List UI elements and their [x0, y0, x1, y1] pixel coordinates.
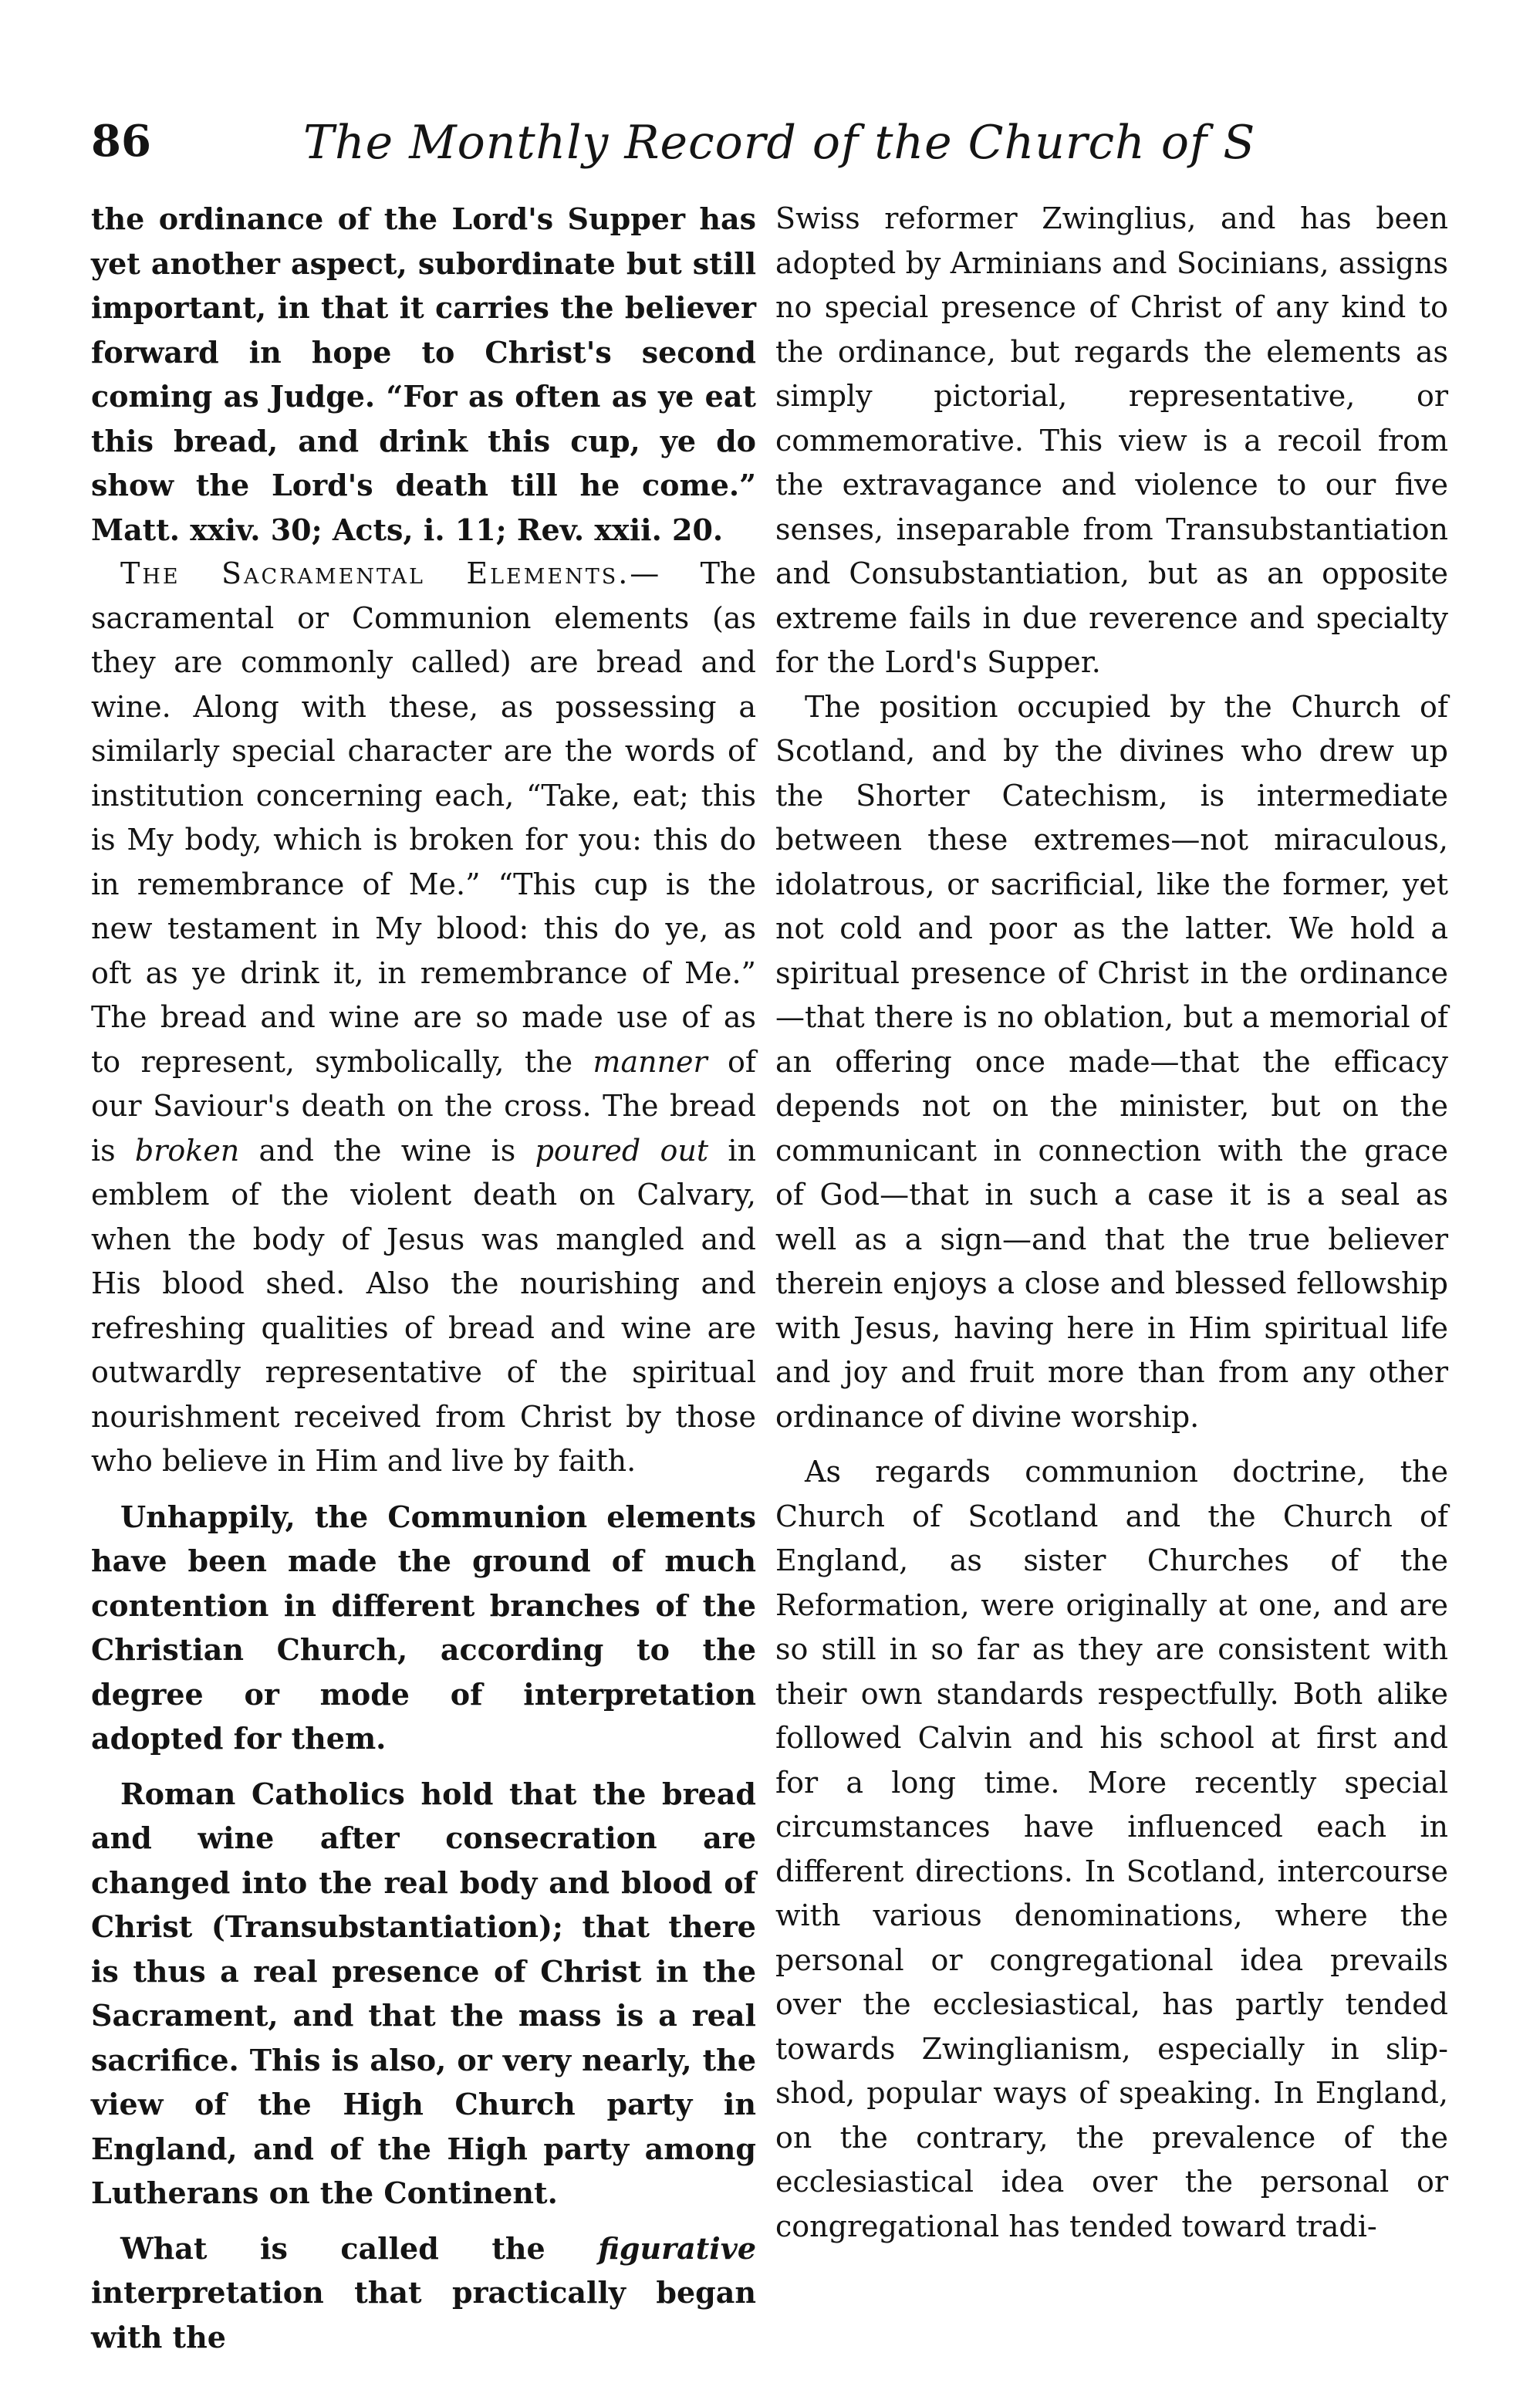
- paragraph-contention: Unhappily, the Communion elements have been made the ground of much contention in different branches of the Christian Church, according to the degree or mode of interpretation adopted for them.: [91, 1499, 756, 1756]
- italic-poured-out: poured out: [535, 1133, 709, 1168]
- paragraph-figurative: [91, 2226, 756, 2360]
- page-header: [91, 116, 1449, 193]
- paragraph-zwinglius: Swiss reformer Zwinglius, and has been adopted by Arminians and Socinians, assigns no special presence of Christ of any kind to the ordinance, but regards the elements as simply pictorial, representative, or commemorative. This view is a recoil from the extravagance and violence to our five senses, inseparable from Transubstantiation and Consubstantiation, but as an opposite extreme fails in due reverence and specialty for the Lord's Supper.: [775, 201, 1448, 679]
- paragraph-text: in emblem of the violent death on Calvary, when the body of Jesus was mangled and His blood shed. Also the nourishing and refreshing qualities of bread and wine are outwardly representative of the spiritual nourishment received from Christ by those who believe in Him and live by faith.: [91, 1133, 756, 1478]
- italic-manner: manner: [593, 1044, 708, 1079]
- paragraph-text: The sacramental or Communion elements (as they are commonly called) are bread and wine. Along with these, as possessing a similarly special character are the words of institution concerning each, “Take, eat; this is My body, which is broken for you: this do in remembrance of Me.” “This cup is the new testament in My blood: this do ye, as oft as ye drink it, in remembrance of Me.” The bread and wine are so made use of as to represent, symbolically, the: [91, 556, 756, 1079]
- paragraph-communion-doctrine: As regards communion doctrine, the Church of Scotland and the Church of England, as sister Churches of the Reformation, were originally at one, and are so still in so far as they are consistent with their own standards respectfully. Both alike followed Calvin and his school at first and for a long time. More recently special circumstances have influenced each in different directions. In Scotland, intercourse with various denominations, where the personal or congregational idea prevails over the ecclesiastical, has partly tended towards Zwinglianism, especially in slip-shod, popular ways of speaking. In England, on the contrary, the prevalence of the ecclesiastical idea over the personal or congregational has tended toward tradi-: [775, 1455, 1448, 2243]
- paragraph-sacramental-elements: [91, 552, 756, 1484]
- italic-broken: broken: [134, 1133, 240, 1168]
- paragraph-lords-supper-aspect: the ordinance of the Lord's Supper has yet another aspect, subordinate but still important, in that it carries the believer forward in hope to Christ's second coming as Judge. “For as often as ye eat this bread, and drink this cup, ye do show the Lord's death till he come.” Matt. xxiv. 30; Acts, i. 11; Rev. xxii. 20.: [91, 201, 756, 547]
- paragraph-church-of-scotland-position: The position occupied by the Church of Scotland, and by the divines who drew up the Shorter Catechism, is intermediate between these extremes—not miraculous, idolatrous, or sacrificial, like the former, yet not cold and poor as the latter. We hold a spiritual presence of Christ in the ordinance—that there is no oblation, but a memorial of an offering once made—that the efficacy depends not on the minister, but on the communicant in connection with the grace of God—that in such a case it is a seal as well as a sign—and that the true believer therein enjoys a close and blessed fellowship with Jesus, having here in Him spiritual life and joy and fruit more than from any other ordinance of divine worship.: [775, 689, 1448, 1434]
- paragraph-text: of our Saviour's death on the cross. The bread is: [91, 1044, 756, 1168]
- paragraph-text: and the wine is: [239, 1133, 535, 1168]
- section-heading-sacramental-elements: The Sacramental Elements.—: [120, 556, 662, 590]
- right-column: [775, 197, 1448, 2249]
- page-number: 86: [91, 116, 151, 167]
- italic-figurative: figurative: [598, 2230, 756, 2266]
- paragraph-text: What is called the: [120, 2230, 599, 2266]
- running-title: The Monthly Record of the Church of S: [303, 116, 1256, 170]
- paragraph-roman-catholics: Roman Catholics hold that the bread and wine after consecration are changed into the real body and blood of Christ (Transubstantiation); that there is thus a real presence of Christ in the Sacrament, and that the mass is a real sacrifice. This is also, or very nearly, the view of the High Church party in England, and of the High party among Lutherans on the Continent.: [91, 1776, 756, 2210]
- left-column: [91, 197, 756, 2359]
- paragraph-text: interpretation that practically began with the: [91, 2275, 756, 2355]
